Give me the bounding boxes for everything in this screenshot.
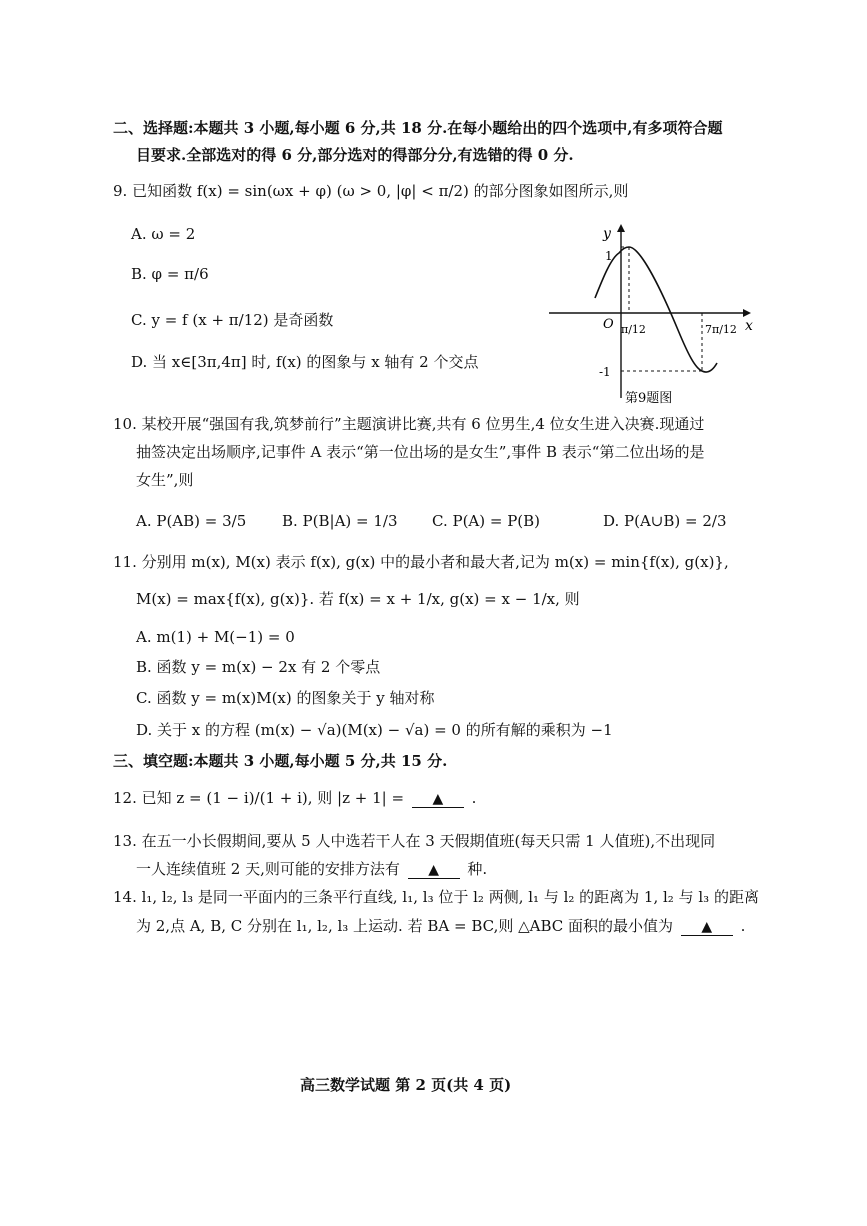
sine-curve — [595, 247, 717, 372]
page-footer: 高三数学试题 第 2 页(共 4 页) — [300, 1076, 512, 1094]
q14-line2-pre: 为 2,点 A, B, C 分别在 l₁, l₂, l₃ 上运动. 若 BA = BC,则 △ABC 面积的最小值为 — [136, 917, 674, 935]
section3-header: 三、填空题:本题共 3 小题,每小题 5 分,共 15 分. — [113, 752, 448, 770]
figure-caption: 第9题图 — [625, 391, 673, 406]
section2-header-line2: 目要求.全部选对的得 6 分,部分选对的得部分分,有选错的得 0 分. — [136, 146, 574, 164]
q11-option-a: A. m(1) + M(−1) = 0 — [136, 628, 295, 646]
q14-answer-blank[interactable]: ▲ — [681, 919, 733, 936]
y-axis-label: y — [603, 226, 611, 242]
q12-answer-blank[interactable]: ▲ — [412, 791, 464, 808]
q10-option-a: A. P(AB) = 3/5 — [136, 512, 247, 530]
x-tick-pi-12: π/12 — [621, 323, 646, 336]
q12-text: 12. 已知 z = (1 − i)/(1 + i), 则 |z + 1| = — [113, 789, 405, 807]
q9-stem: 9. 已知函数 f(x) = sin(ωx + φ) (ω > 0, |φ| < π/2) 的部分图象如图所示,则 — [113, 182, 629, 200]
y-min-label: -1 — [599, 365, 611, 379]
q10-line2: 抽签决定出场顺序,记事件 A 表示“第一位出场的是女生”,事件 B 表示“第二位出场的是 — [136, 443, 705, 461]
x-axis-label: x — [745, 318, 753, 334]
q9-option-a: A. ω = 2 — [131, 225, 196, 243]
q11-line1: 11. 分别用 m(x), M(x) 表示 f(x), g(x) 中的最小者和最大者,记为 m(x) = min{f(x), g(x)}, — [113, 553, 729, 571]
q9-figure — [545, 220, 765, 410]
y-axis-arrow — [617, 224, 625, 232]
q13-line2-post: 种. — [467, 860, 488, 878]
y-max-label: 1 — [605, 249, 613, 263]
q13-line2 — [136, 859, 487, 879]
x-axis-arrow — [743, 309, 751, 317]
q9-option-c: C. y = f (x + π/12) 是奇函数 — [131, 311, 334, 329]
q9-option-d: D. 当 x∈[3π,4π] 时, f(x) 的图象与 x 轴有 2 个交点 — [131, 353, 479, 371]
q10-line1: 10. 某校开展“强国有我,筑梦前行”主题演讲比赛,共有 6 位男生,4 位女生进入决赛.现通过 — [113, 415, 705, 433]
x-tick-7pi-12: 7π/12 — [705, 323, 737, 336]
q11-option-d: D. 关于 x 的方程 (m(x) − √a)(M(x) − √a) = 0 的所有解的乘积为 −1 — [136, 721, 613, 739]
q10-option-b: B. P(B|A) = 1/3 — [282, 512, 398, 530]
q12-line — [113, 788, 476, 808]
q10-option-d: D. P(A∪B) = 2/3 — [603, 512, 727, 530]
q13-answer-blank[interactable]: ▲ — [408, 862, 460, 879]
q14-line2 — [136, 916, 745, 936]
origin-label: O — [603, 317, 614, 332]
q10-option-c: C. P(A) = P(B) — [432, 512, 541, 530]
section2-header-line1: 二、选择题:本题共 3 小题,每小题 6 分,共 18 分.在每小题给出的四个选项中,有多项符合题 — [113, 119, 723, 137]
q11-option-c: C. 函数 y = m(x)M(x) 的图象关于 y 轴对称 — [136, 689, 435, 707]
q14-line2-post: . — [740, 917, 746, 935]
q13-line2-pre: 一人连续值班 2 天,则可能的安排方法有 — [136, 860, 400, 878]
q13-line1: 13. 在五一小长假期间,要从 5 人中选若干人在 3 天假期值班(每天只需 1 人值班),不出现同 — [113, 832, 716, 850]
q10-line3: 女生”,则 — [136, 471, 194, 489]
q9-option-b: B. φ = π/6 — [131, 265, 209, 283]
q11-line2: M(x) = max{f(x), g(x)}. 若 f(x) = x + 1/x, g(x) = x − 1/x, 则 — [136, 590, 580, 608]
q12-end: . — [471, 789, 477, 807]
q11-option-b: B. 函数 y = m(x) − 2x 有 2 个零点 — [136, 658, 381, 676]
q14-line1: 14. l₁, l₂, l₃ 是同一平面内的三条平行直线, l₁, l₃ 位于 l₂ 两侧, l₁ 与 l₂ 的距离为 1, l₂ 与 l₃ 的距离 — [113, 888, 759, 906]
